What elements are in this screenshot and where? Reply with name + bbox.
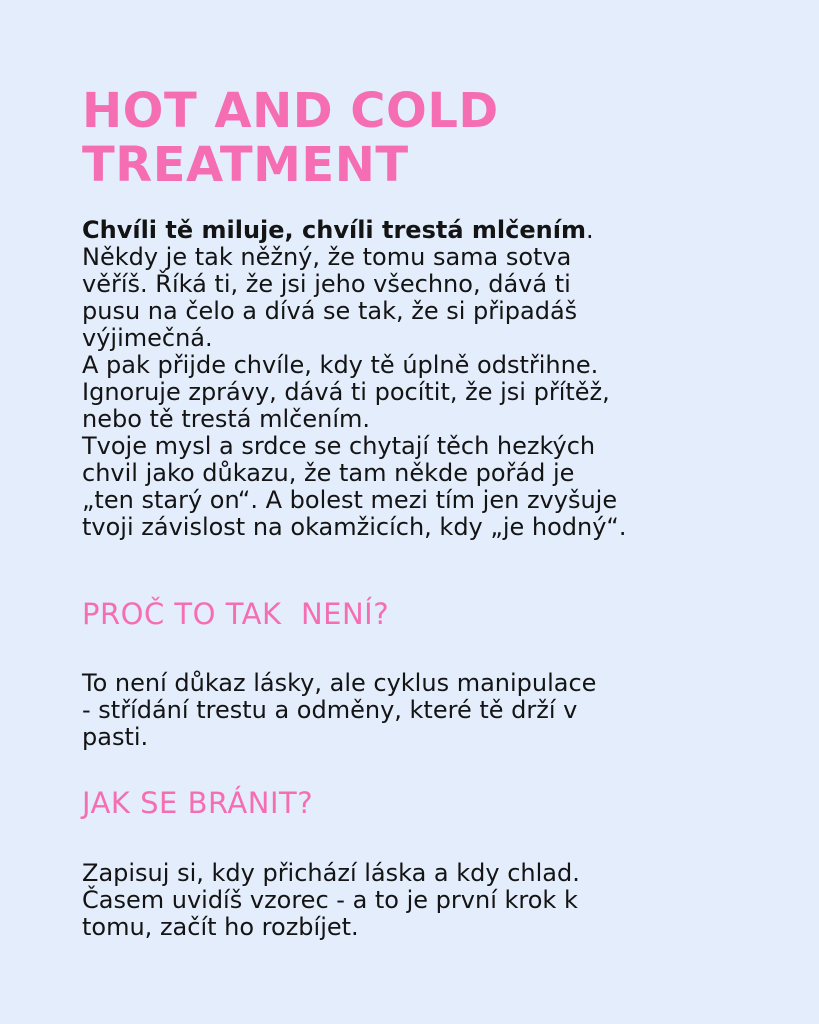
paragraph-line: pasti.	[82, 723, 149, 751]
paragraph-line: Zapisuj si, kdy přichází láska a kdy chlad.	[82, 859, 580, 887]
intro-line: výjimečná.	[82, 324, 213, 352]
intro-lead-line	[82, 217, 762, 244]
intro-line: věříš. Říká ti, že jsi jeho všechno, dává ti	[82, 270, 571, 298]
paragraph-line: To není důkaz lásky, ale cyklus manipulace	[82, 669, 597, 697]
intro-line: nebo tě trestá mlčením.	[82, 405, 370, 433]
intro-line: „ten starý on“. A bolest mezi tím jen zvyšuje	[82, 486, 618, 514]
intro-line: A pak přijde chvíle, kdy tě úplně odstřihne.	[82, 351, 599, 379]
section-heading-why: PROČ TO TAK NENÍ?	[82, 597, 390, 631]
intro-line: Ignoruje zprávy, dává ti pocítit, že jsi přítěž,	[82, 378, 610, 406]
intro-lead: Chvíli tě miluje, chvíli trestá mlčením	[82, 216, 586, 244]
intro-line: tvoji závislost na okamžicích, kdy „je hodný“.	[82, 513, 627, 541]
section-paragraph-defend	[82, 860, 762, 941]
title-line-1: HOT AND COLD	[82, 83, 499, 139]
paragraph-line: tomu, začít ho rozbíjet.	[82, 913, 359, 941]
title-line-2: TREATMENT	[82, 137, 409, 193]
intro-line: chvil jako důkazu, že tam někde pořád je	[82, 459, 575, 487]
paragraph-line: - střídání trestu a odměny, které tě drží v	[82, 696, 578, 724]
intro-lead-end: .	[585, 216, 594, 244]
intro-line: pusu na čelo a dívá se tak, že si připadáš	[82, 297, 578, 325]
section-paragraph-why	[82, 670, 762, 751]
intro-line: Někdy je tak něžný, že tomu sama sotva	[82, 243, 572, 271]
section-heading-defend: JAK SE BRÁNIT?	[82, 786, 314, 820]
paragraph-line: Časem uvidíš vzorec - a to je první krok k	[82, 886, 578, 914]
intro-paragraph	[82, 217, 762, 541]
intro-line: Tvoje mysl a srdce se chytají těch hezkých	[82, 432, 596, 460]
page-title	[82, 84, 742, 192]
